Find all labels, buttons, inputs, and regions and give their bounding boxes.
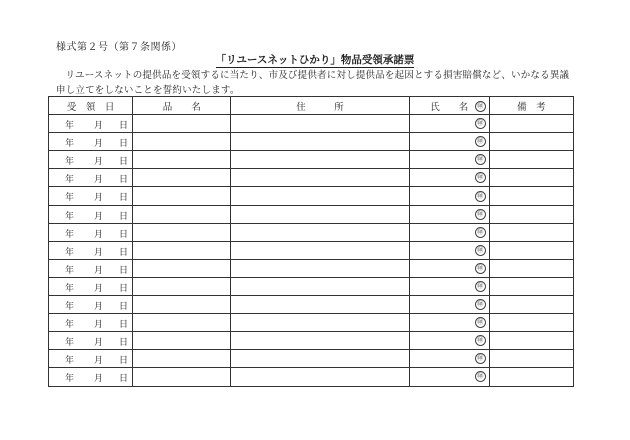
table-row [49,151,574,169]
table-row [49,350,574,368]
month-label: 月 [94,139,104,150]
received-date-cell[interactable] [49,115,133,133]
month-label: 月 [94,121,104,132]
remarks-cell[interactable] [489,277,573,295]
seal-icon: ㊞ [475,245,486,256]
day-label: 日 [119,175,129,186]
seal-icon: ㊞ [475,317,486,328]
item-cell[interactable] [133,151,231,169]
table-row [49,223,574,241]
seal-icon: ㊞ [475,191,486,202]
seal-icon: ㊞ [475,118,486,129]
year-label: 年 [65,283,75,294]
table-row [49,296,574,314]
table-row [49,332,574,350]
item-cell[interactable] [133,332,231,350]
header-received-date: 受 領 日 [49,97,133,115]
remarks-cell[interactable] [489,259,573,277]
received-date-cell[interactable] [49,241,133,259]
header-item: 品 名 [133,97,231,115]
remarks-cell[interactable] [489,223,573,241]
item-cell[interactable] [133,205,231,223]
day-label: 日 [119,121,129,132]
month-label: 月 [94,175,104,186]
month-label: 月 [94,283,104,294]
table-row [49,205,574,223]
seal-icon: ㊞ [475,281,486,292]
month-label: 月 [94,247,104,258]
day-label: 日 [119,320,129,331]
seal-icon: ㊞ [475,101,486,112]
address-cell[interactable] [231,133,409,151]
day-label: 日 [119,139,129,150]
day-label: 日 [119,247,129,258]
remarks-cell[interactable] [489,187,573,205]
table-row [49,368,574,386]
seal-icon: ㊞ [475,172,486,183]
remarks-cell[interactable] [489,314,573,332]
header-name [409,97,489,115]
received-date-cell[interactable] [49,223,133,241]
table-row [49,241,574,259]
name-cell[interactable] [409,314,489,332]
seal-icon: ㊞ [475,371,486,382]
address-cell[interactable] [231,151,409,169]
day-label: 日 [119,265,129,276]
name-cell[interactable] [409,223,489,241]
table-row [49,115,574,133]
item-cell[interactable] [133,187,231,205]
remarks-cell[interactable] [489,151,573,169]
remarks-cell[interactable] [489,368,573,386]
month-label: 月 [94,229,104,240]
name-cell[interactable] [409,350,489,368]
day-label: 日 [119,374,129,385]
seal-icon: ㊞ [475,263,486,274]
year-label: 年 [65,356,75,367]
year-label: 年 [65,139,75,150]
remarks-cell[interactable] [489,115,573,133]
received-date-cell[interactable] [49,259,133,277]
remarks-cell[interactable] [489,133,573,151]
seal-icon: ㊞ [475,353,486,364]
item-cell[interactable] [133,277,231,295]
seal-icon: ㊞ [475,227,486,238]
day-label: 日 [119,302,129,313]
seal-icon: ㊞ [475,209,486,220]
address-cell[interactable] [231,241,409,259]
name-cell[interactable] [409,133,489,151]
item-cell[interactable] [133,259,231,277]
year-label: 年 [65,121,75,132]
form-number: 様式第２号（第７条関係） [56,42,182,53]
address-cell[interactable] [231,368,409,386]
table-row [49,133,574,151]
month-label: 月 [94,338,104,349]
item-cell[interactable] [133,223,231,241]
document-title [0,52,630,67]
item-cell[interactable] [133,169,231,187]
day-label: 日 [119,193,129,204]
name-cell[interactable] [409,259,489,277]
table-row [49,314,574,332]
address-cell[interactable] [231,332,409,350]
name-cell[interactable] [409,277,489,295]
item-cell[interactable] [133,368,231,386]
year-label: 年 [65,175,75,186]
table-row [49,277,574,295]
remarks-cell[interactable] [489,241,573,259]
month-label: 月 [94,320,104,331]
name-cell[interactable] [409,115,489,133]
day-label: 日 [119,157,129,168]
table-row [49,187,574,205]
year-label: 年 [65,229,75,240]
received-date-cell[interactable] [49,277,133,295]
year-label: 年 [65,247,75,258]
remarks-cell[interactable] [489,205,573,223]
header-name-label: 氏 名 [430,101,469,113]
item-cell[interactable] [133,241,231,259]
day-label: 日 [119,338,129,349]
seal-icon: ㊞ [475,335,486,346]
name-cell[interactable] [409,187,489,205]
address-cell[interactable] [231,187,409,205]
year-label: 年 [65,374,75,385]
item-cell[interactable] [133,296,231,314]
received-date-cell[interactable] [49,169,133,187]
month-label: 月 [94,302,104,313]
seal-icon: ㊞ [475,136,486,147]
seal-icon: ㊞ [475,154,486,165]
received-date-cell[interactable] [49,205,133,223]
item-cell[interactable] [133,350,231,368]
address-cell[interactable] [231,115,409,133]
year-label: 年 [65,193,75,204]
pledge-statement: リユースネットの提供品を受領するに当たり、市及び提供者に対し提供品を起因とする損害賠償など、いかなる異議申し立てをしないことを誓約いたします。 [56,70,570,96]
address-cell[interactable] [231,205,409,223]
month-label: 月 [94,374,104,385]
received-date-cell[interactable] [49,332,133,350]
remarks-cell[interactable] [489,169,573,187]
remarks-cell[interactable] [489,332,573,350]
remarks-cell[interactable] [489,350,573,368]
item-cell[interactable] [133,314,231,332]
day-label: 日 [119,356,129,367]
received-date-cell[interactable] [49,133,133,151]
year-label: 年 [65,302,75,313]
header-remarks: 備 考 [489,97,573,115]
receipt-table [48,96,574,387]
address-cell[interactable] [231,350,409,368]
received-date-cell[interactable] [49,314,133,332]
year-label: 年 [65,338,75,349]
day-label: 日 [119,283,129,294]
address-cell[interactable] [231,259,409,277]
address-cell[interactable] [231,223,409,241]
address-cell[interactable] [231,169,409,187]
month-label: 月 [94,265,104,276]
seal-icon: ㊞ [475,299,486,310]
name-cell[interactable] [409,332,489,350]
month-label: 月 [94,157,104,168]
year-label: 年 [65,320,75,331]
received-date-cell[interactable] [49,151,133,169]
day-label: 日 [119,229,129,240]
received-date-cell[interactable] [49,368,133,386]
name-cell[interactable] [409,205,489,223]
day-label: 日 [119,211,129,222]
address-cell[interactable] [231,277,409,295]
year-label: 年 [65,265,75,276]
name-cell[interactable] [409,241,489,259]
received-date-cell[interactable] [49,187,133,205]
item-cell[interactable] [133,133,231,151]
address-cell[interactable] [231,296,409,314]
year-label: 年 [65,211,75,222]
table-header-row [49,97,574,115]
month-label: 月 [94,211,104,222]
month-label: 月 [94,193,104,204]
name-cell[interactable] [409,151,489,169]
item-cell[interactable] [133,115,231,133]
year-label: 年 [65,157,75,168]
address-cell[interactable] [231,314,409,332]
remarks-cell[interactable] [489,296,573,314]
name-cell[interactable] [409,169,489,187]
received-date-cell[interactable] [49,350,133,368]
name-cell[interactable] [409,368,489,386]
table-row [49,169,574,187]
month-label: 月 [94,356,104,367]
document-title-text: 「リユースネットひかり」物品受領承諾票 [215,54,415,66]
header-address: 住 所 [231,97,409,115]
table-row [49,259,574,277]
received-date-cell[interactable] [49,296,133,314]
name-cell[interactable] [409,296,489,314]
